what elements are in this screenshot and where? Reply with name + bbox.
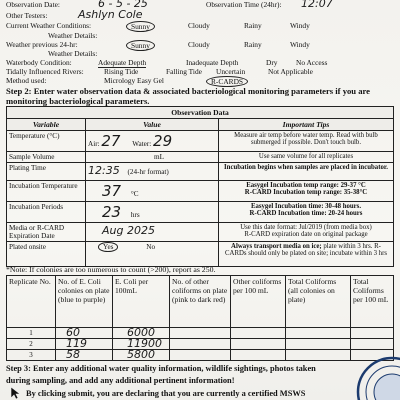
- water-temp-value[interactable]: 29: [153, 132, 173, 150]
- rep-header-total-colonies: Total Coliforms (all colonies on plate): [286, 276, 351, 328]
- step2-title-line1: Step 2: Enter water observation data & associated bacteriological monitoring parameters if you are: [6, 86, 370, 96]
- air-temp-value[interactable]: 27: [101, 132, 121, 150]
- observation-date-row: [6, 0, 396, 9]
- air-label: Air:: [88, 140, 100, 148]
- incubation-temp-value[interactable]: 37: [102, 182, 122, 200]
- method-row: [6, 76, 396, 85]
- incubation-temp-tip-1: Easygel Incubation temp range: 29-37 °C: [246, 182, 366, 189]
- table-row: [7, 339, 394, 350]
- incubation-period-tip-1: Easygel Incubation time: 30-48 hours.: [250, 203, 362, 210]
- rep-3-colonies[interactable]: 58: [56, 350, 113, 361]
- observation-time-value[interactable]: 12:07: [301, 0, 333, 10]
- prev-weather-sunny[interactable]: Sunny: [126, 40, 155, 51]
- incubation-period-value[interactable]: 23: [102, 203, 122, 221]
- table-row: [7, 350, 394, 361]
- expiration-label-1: Media or R-CARD: [9, 224, 65, 232]
- rep-1-per100[interactable]: 6000: [113, 328, 170, 339]
- tidal-rising[interactable]: Rising Tide: [104, 67, 139, 76]
- rep-1-other-per100[interactable]: [231, 328, 286, 339]
- step3-line1: Step 3: Enter any additional water quality information, wildlife sightings, photos taken: [6, 364, 316, 373]
- plating-time-unit: (24-hr format): [127, 168, 169, 176]
- rep-1-total-colonies[interactable]: [286, 328, 351, 339]
- col-value-header: Value: [86, 119, 219, 131]
- observation-date-label: Observation Date:: [6, 0, 60, 9]
- current-weather-sunny[interactable]: Sunny: [126, 21, 155, 32]
- obs-row-temperature: [7, 131, 394, 152]
- waterbody-label: Waterbody Condition:: [6, 58, 72, 67]
- incubation-temp-tip-2: R-CARD Incubation temp range: 35-38°C: [244, 189, 368, 196]
- expiration-tip-2: R-CARD expiration date on original package: [244, 231, 368, 238]
- waterbody-adequate[interactable]: Adequate Depth: [98, 58, 147, 67]
- rep-1-colonies[interactable]: 60: [56, 328, 113, 339]
- weather-details-label: Weather Details:: [48, 31, 98, 40]
- obs-row-expiration: [7, 223, 394, 242]
- rep-3-per100[interactable]: 5800: [113, 350, 170, 361]
- sample-volume-unit: mL: [154, 153, 164, 161]
- temperature-label: Temperature (°C): [7, 131, 86, 152]
- rep-2-colonies[interactable]: 119: [56, 339, 113, 350]
- prev-weather-label: Weather previous 24-hr:: [6, 40, 78, 49]
- obs-row-plating-time: [7, 163, 394, 181]
- plating-time-value[interactable]: 12:35: [88, 164, 120, 177]
- colonies-note: *Note: If colonies are too numerous to count (>200), report as 250.: [6, 265, 216, 274]
- current-weather-cloudy[interactable]: Cloudy: [188, 21, 210, 30]
- rep-header-total-per100: Total Coliforms per 100 mL: [351, 276, 394, 328]
- method-rcards[interactable]: R-CARDS: [206, 76, 248, 87]
- pointer-cursor-icon: [10, 386, 22, 400]
- expiration-cell: [86, 223, 219, 242]
- method-label: Method used:: [6, 76, 47, 85]
- tidal-row: [6, 67, 396, 76]
- waterbody-dry[interactable]: Dry: [266, 58, 278, 67]
- rep-3-other-per100[interactable]: [231, 350, 286, 361]
- incubation-temp-tip: [219, 181, 394, 202]
- incubation-temp-cell: [86, 181, 219, 202]
- rep-header-ecoli-colonies: No. of E. Coli colonies on plate (blue to purple): [56, 276, 113, 328]
- expiration-label-2: Expiration Date: [9, 232, 55, 240]
- plating-time-cell: [86, 163, 219, 181]
- observation-table: [6, 106, 394, 267]
- waterbody-inadequate[interactable]: Inadequate Depth: [186, 58, 239, 67]
- prev-weather-windy[interactable]: Windy: [290, 40, 310, 49]
- prev-weather-rainy[interactable]: Rainy: [244, 40, 262, 49]
- tidal-label: Tidally Influenced Rivers:: [6, 67, 84, 76]
- incubation-temp-label: Incubation Temperature: [7, 181, 86, 202]
- rep-2-other-per100[interactable]: [231, 339, 286, 350]
- temperature-tip: Measure air temp before water temp. Read with bulb submerged if possible. Don't touch bulb.: [219, 131, 394, 152]
- rep-3-no: 3: [7, 350, 56, 361]
- current-weather-label: Current Weather Conditions:: [6, 21, 92, 30]
- incubation-period-cell: [86, 202, 219, 223]
- prev-weather-row: [6, 40, 396, 49]
- rep-header-no: Replicate No.: [7, 276, 56, 328]
- weather-details-label-2: Weather Details:: [48, 49, 98, 58]
- plated-onsite-tip-bold: Always transport media on ice;: [231, 243, 322, 250]
- tidal-not-applicable[interactable]: Not Applicable: [268, 67, 313, 76]
- waterbody-row: [6, 58, 396, 67]
- rep-1-total-per100[interactable]: [351, 328, 394, 339]
- plated-onsite-tip: [219, 242, 394, 267]
- sample-volume-tip: Use same volume for all replicates: [219, 152, 394, 163]
- rep-1-other-colonies[interactable]: [170, 328, 231, 339]
- obs-row-incubation-period: [7, 202, 394, 223]
- rep-header-other-per100: Other coliforms per 100 mL: [231, 276, 286, 328]
- obs-row-plated-onsite: [7, 242, 394, 267]
- tidal-falling[interactable]: Falling Tide: [166, 67, 202, 76]
- step3-line2: during sampling, and add any additional pertinent information!: [6, 376, 235, 385]
- rep-3-other-colonies[interactable]: [170, 350, 231, 361]
- weather-details-row-1: [6, 31, 396, 40]
- plated-onsite-no[interactable]: No: [146, 243, 156, 251]
- observation-table-title: Observation Data: [7, 107, 394, 119]
- replicate-table: [6, 275, 394, 361]
- prev-weather-cloudy[interactable]: Cloudy: [188, 40, 210, 49]
- plating-time-label: Plating Time: [7, 163, 86, 181]
- step3-line3: By clicking submit, you are declaring that you are currently a certified MSWS: [26, 389, 306, 398]
- observation-date-value[interactable]: 6 - 5 - 25: [98, 0, 148, 10]
- waterbody-no-access[interactable]: No Access: [296, 58, 328, 67]
- rep-2-total-per100[interactable]: [351, 339, 394, 350]
- expiration-tip-1: Use this date format: Jul/2019 (from media box): [240, 224, 372, 231]
- obs-row-incubation-temp: [7, 181, 394, 202]
- col-variable-header: Variable: [7, 119, 86, 131]
- other-testers-value[interactable]: Ashlyn Cole: [78, 8, 143, 21]
- water-label: Water:: [132, 140, 152, 148]
- weather-details-row-2: [6, 49, 396, 58]
- incubation-period-unit: hrs: [130, 211, 140, 219]
- plated-onsite-cell: [86, 242, 219, 267]
- obs-row-sample-volume: [7, 152, 394, 163]
- tidal-uncertain[interactable]: Uncertain: [216, 67, 246, 76]
- rep-2-total-colonies[interactable]: [286, 339, 351, 350]
- current-weather-row: [6, 21, 396, 30]
- method-easygel[interactable]: Micrology Easy Gel: [104, 76, 164, 85]
- incubation-period-tip-2: R-CARD Incubation time: 20-24 hours: [249, 210, 363, 217]
- table-row: [7, 328, 394, 339]
- sample-volume-cell[interactable]: [86, 152, 219, 163]
- plated-onsite-yes[interactable]: Yes: [98, 242, 118, 252]
- rep-2-no: 2: [7, 339, 56, 350]
- rep-1-no: 1: [7, 328, 56, 339]
- rep-2-per100[interactable]: 11900: [113, 339, 170, 350]
- step2-title-line2: monitoring bacteriological parameters.: [6, 96, 150, 106]
- current-weather-windy[interactable]: Windy: [290, 21, 310, 30]
- rep-2-other-colonies[interactable]: [170, 339, 231, 350]
- sample-volume-label: Sample Volume: [7, 152, 86, 163]
- temperature-value-cell: [86, 131, 219, 152]
- expiration-tip: [219, 223, 394, 242]
- rep-3-total-colonies[interactable]: [286, 350, 351, 361]
- plated-onsite-tip-rest: plate within 3 hrs. R-CARDs should only be plated on site; incubate within 3 hrs: [225, 243, 387, 257]
- current-weather-rainy[interactable]: Rainy: [244, 21, 262, 30]
- other-testers-row: [6, 8, 396, 21]
- rep-header-ecoli-per100: E. Coli per 100mL: [113, 276, 170, 328]
- col-tips-header: Important Tips: [219, 119, 394, 131]
- incubation-period-tip: [219, 202, 394, 223]
- plating-time-tip: Incubation begins when samples are placed in incubator.: [219, 163, 394, 181]
- replicate-header-row: [7, 276, 394, 328]
- expiration-value[interactable]: Aug 2025: [102, 224, 155, 237]
- observation-time-label: Observation Time (24hr):: [206, 0, 282, 9]
- rep-header-other-colonies: No. of other coliforms on plate (pink to dark red): [170, 276, 231, 328]
- expiration-label: [7, 223, 86, 242]
- incubation-temp-unit: °C: [130, 190, 139, 198]
- incubation-period-label: Incubation Periods: [7, 202, 86, 223]
- certification-seal-icon: [352, 352, 400, 400]
- other-testers-label: Other Testers:: [6, 11, 48, 20]
- plated-onsite-label: Plated onsite: [7, 242, 86, 267]
